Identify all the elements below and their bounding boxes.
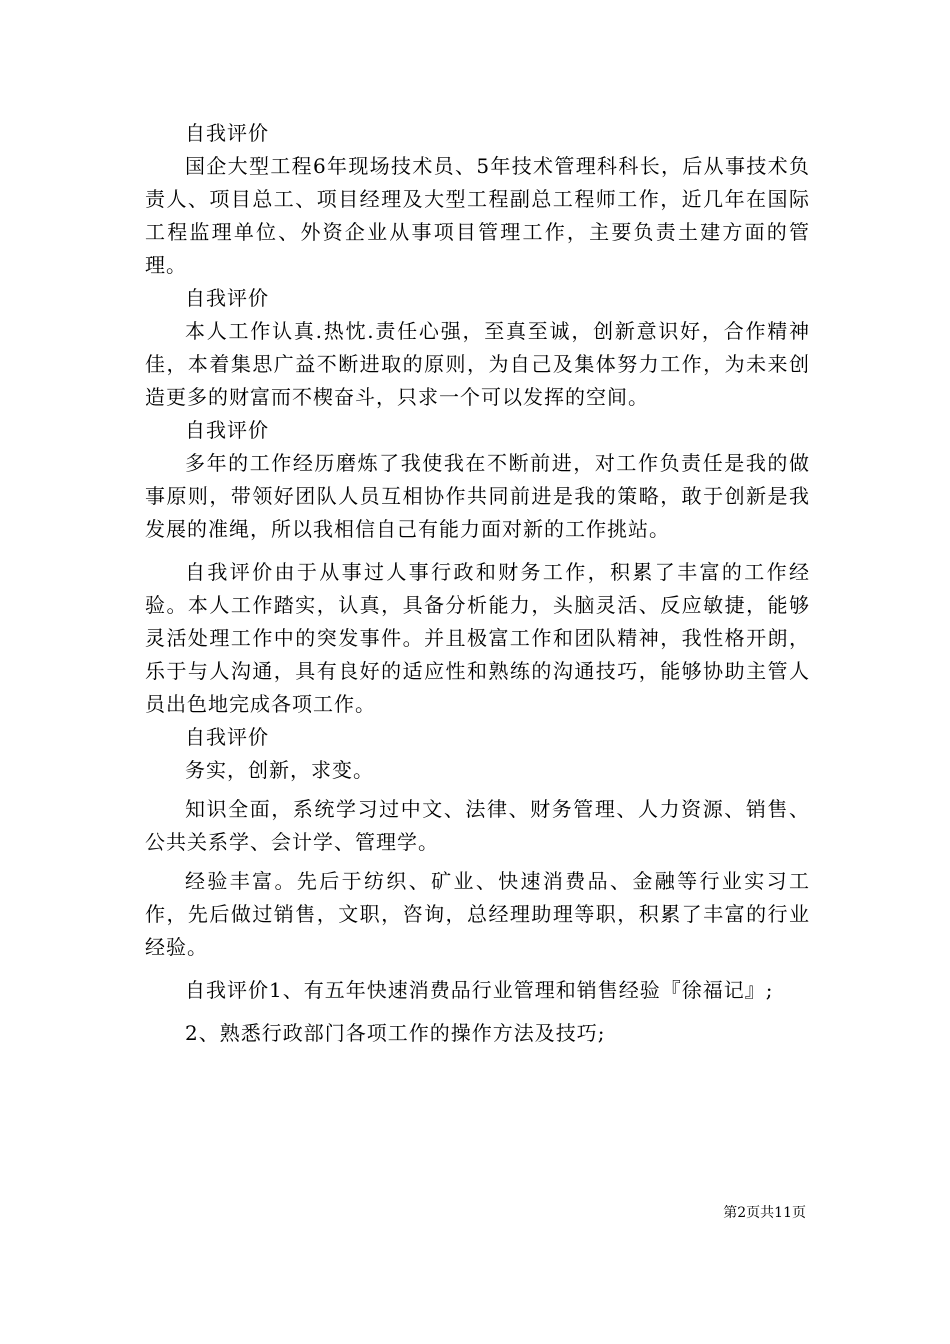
body-paragraph: 经验丰富。先后于纺织、矿业、快速消费品、金融等行业实习工作，先后做过销售，文职，咨询，总经理助理等职，积累了丰富的行业经验。 [145,869,810,959]
section-heading: 自我评价 [185,121,269,145]
body-paragraph: 务实，创新，求变。 [185,758,374,782]
body-paragraph: 自我评价1、有五年快速消费品行业管理和销售经验『徐福记』; [185,978,774,1002]
body-paragraph: 本人工作认真.热忱.责任心强，至真至诚，创新意识好，合作精神佳，本着集思广益不断进取的原则，为自己及集体努力工作，为未来创造更多的财富而不楔奋斗，只求一个可以发挥的空间。 [145,319,810,409]
body-paragraph: 知识全面，系统学习过中文、法律、财务管理、人力资源、销售、公共关系学、会计学、管理学。 [145,797,810,854]
body-paragraph: 自我评价由于从事过人事行政和财务工作，积累了丰富的工作经验。本人工作踏实，认真，具备分析能力，头脑灵活、反应敏捷，能够灵活处理工作中的突发事件。并且极富工作和团队精神，我性格开朗，乐于与人沟通，具有良好的适应性和熟练的沟通技巧，能够协助主管人员出色地完成各项工作。 [145,560,810,716]
body-paragraph: 2、熟悉行政部门各项工作的操作方法及技巧; [185,1021,606,1045]
body-paragraph: 多年的工作经历磨炼了我使我在不断前进，对工作负责任是我的做事原则，带领好团队人员互相协作共同前进是我的策略，敢于创新是我发展的准绳，所以我相信自己有能力面对新的工作挑站。 [145,451,810,541]
page-number: 第2页共11页 [723,1205,806,1221]
body-paragraph: 国企大型工程6年现场技术员、5年技术管理科科长，后从事技术负责人、项目总工、项目经理及大型工程副总工程师工作，近几年在国际工程监理单位、外资企业从事项目管理工作，主要负责土建方面的管理。 [145,154,810,277]
section-heading: 自我评价 [185,725,269,749]
section-heading: 自我评价 [185,286,269,310]
section-heading: 自我评价 [185,418,269,442]
document-body [145,117,810,1050]
